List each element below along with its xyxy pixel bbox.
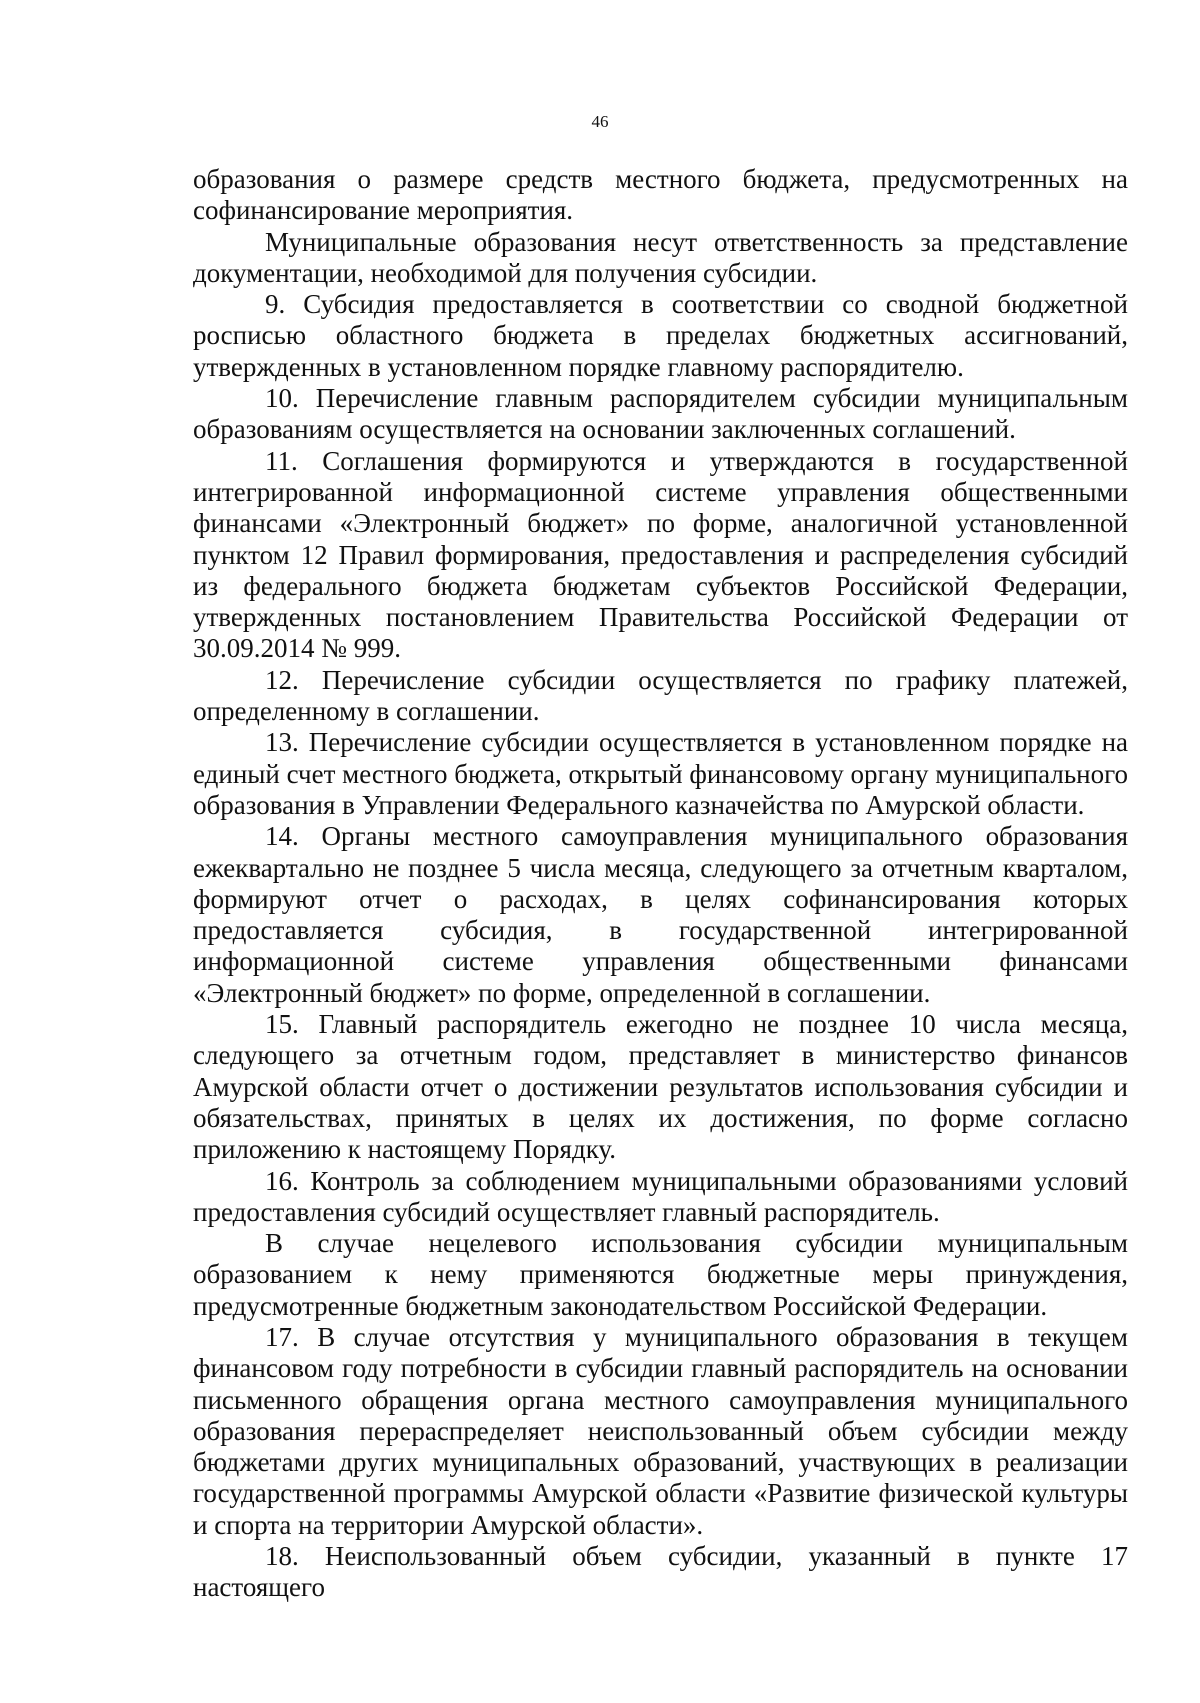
paragraph: 16. Контроль за соблюдением муниципальными образованиями условий предоставления субсидий осуществляет главный распорядитель. [193, 1165, 1128, 1227]
paragraph: 13. Перечисление субсидии осуществляется в установленном порядке на единый счет местного бюджета, открытый финансовому органу муниципального образования в Управлении Федерального казначейства по Амурской области. [193, 727, 1128, 820]
paragraph: 18. Неиспользованный объем субсидии, указанный в пункте 17 настоящего [193, 1541, 1128, 1603]
paragraph: Муниципальные образования несут ответственность за представление документации, необходимой для получения субсидии. [193, 226, 1128, 288]
paragraph: 15. Главный распорядитель ежегодно не позднее 10 числа месяца, следующего за отчетным годом, представляет в министерство финансов Амурской области отчет о достижении результатов использования субсидии и обязательствах, принятых в целях их достижения, по форме согласно приложению к настоящему Порядку. [193, 1009, 1128, 1165]
paragraph: 12. Перечисление субсидии осуществляется по графику платежей, определенному в соглашении. [193, 664, 1128, 727]
paragraph: 10. Перечисление главным распорядителем субсидии муниципальным образованиям осуществляется на основании заключенных соглашений. [193, 383, 1128, 445]
paragraph: образования о размере средств местного бюджета, предусмотренных на софинансирование мероприятия. [193, 164, 1128, 226]
paragraph: В случае нецелевого использования субсидии муниципальным образованием к нему применяются бюджетные меры принуждения, предусмотренные бюджетным законодательством Российской Федерации. [193, 1228, 1128, 1321]
paragraph: 11. Соглашения формируются и утверждаются в государственной интегрированной информационной системе управления общественными финансами «Электронный бюджет» по форме, аналогичной установленной пунктом 12 Правил формирования, предоставления и распределения субсидий из федерального бюджета бюджетам субъектов Российской Федерации, утвержденных постановлением Правительства Российской Федерации от 30.09.2014 № 999. [193, 445, 1128, 664]
paragraph: 14. Органы местного самоуправления муниципального образования ежеквартально не позднее 5 числа месяца, следующего за отчетным кварталом, формируют отчет о расходах, в целях софинансирования которых предоставляется субсидия, в государственной интегрированной информационной системе управления общественными финансами «Электронный бюджет» по форме, определенной в соглашении. [193, 821, 1128, 1008]
paragraph: 9. Субсидия предоставляется в соответствии со сводной бюджетной росписью областного бюджета в пределах бюджетных ассигнований, утвержденных в установленном порядке главному распорядителю. [193, 289, 1128, 382]
page-number: 46 [591, 112, 609, 131]
paragraph: 17. В случае отсутствия у муниципального образования в текущем финансовом году потребности в субсидии главный распорядитель на основании письменного обращения органа местного самоуправления муниципального образования перераспределяет неиспользованный объем субсидии между бюджетами других муниципальных образований, участвующих в реализации государственной программы Амурской области «Развитие физической культуры и спорта на территории Амурской области». [193, 1321, 1128, 1540]
document-body [193, 164, 1128, 1604]
